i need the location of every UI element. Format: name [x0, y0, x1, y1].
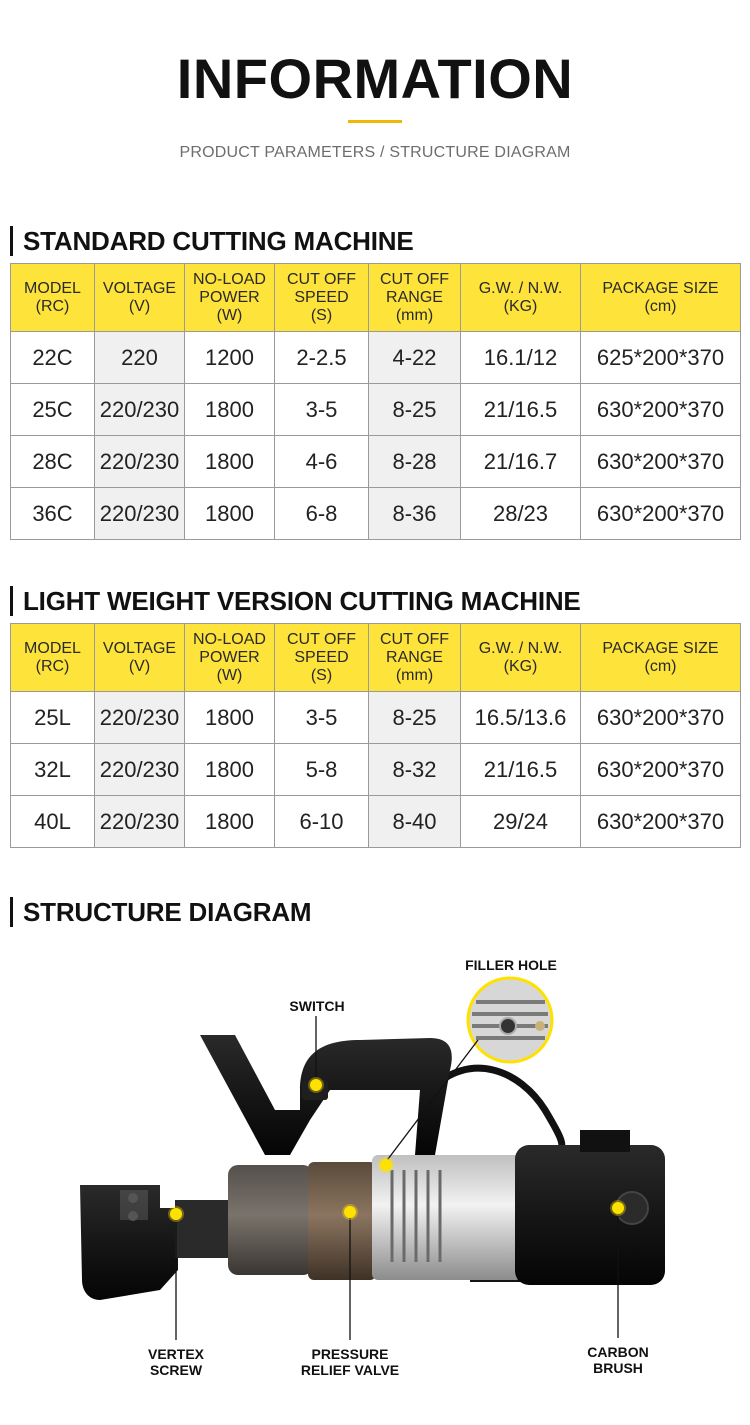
table-cell: 2-2.5 — [275, 332, 369, 384]
table-cell: 8-25 — [369, 692, 461, 744]
table-cell: 220/230 — [95, 384, 185, 436]
table-cell: 5-8 — [275, 744, 369, 796]
table-cell: 22C — [11, 332, 95, 384]
motor-housing — [372, 1155, 522, 1280]
table-header-row — [11, 624, 741, 692]
table-cell: 21/16.7 — [461, 436, 581, 488]
structure-diagram — [0, 940, 750, 1425]
table-cell: 1800 — [185, 744, 275, 796]
column-header — [275, 264, 369, 332]
pressure-ring — [308, 1162, 376, 1280]
table-header-row — [11, 264, 741, 332]
column-header-line: (cm) — [644, 657, 677, 675]
light-section-title: LIGHT WEIGHT VERSION CUTTING MACHINE — [10, 586, 581, 616]
table-cell: 8-40 — [369, 796, 461, 848]
standard-section-title: STANDARD CUTTING MACHINE — [10, 226, 413, 256]
pressure-relief-valve-label-line2: RELIEF VALVE — [300, 1362, 400, 1378]
page-header — [0, 0, 750, 190]
switch-label: SWITCH — [289, 998, 345, 1014]
table-cell: 25L — [11, 692, 95, 744]
filler-hole-marker — [380, 1159, 392, 1171]
pressure-relief-valve-label-line1: PRESSURE — [311, 1346, 389, 1362]
carbon-brush-label-line2: BRUSH — [593, 1360, 643, 1376]
table-cell: 220/230 — [95, 744, 185, 796]
table-cell: 3-5 — [275, 384, 369, 436]
column-header-line: NO-LOAD — [193, 270, 266, 288]
table-cell: 220/230 — [95, 488, 185, 540]
column-header — [369, 624, 461, 692]
column-header-line: (RC) — [35, 657, 70, 675]
column-header — [11, 624, 95, 692]
table-row — [11, 488, 741, 540]
table-cell: 625*200*370 — [581, 332, 741, 384]
table-cell: 36C — [11, 488, 95, 540]
table-cell: 21/16.5 — [461, 744, 581, 796]
light-spec-table — [10, 623, 741, 848]
column-header — [369, 264, 461, 332]
page-title: INFORMATION — [176, 47, 574, 110]
column-header-line: POWER — [199, 288, 260, 306]
table-cell: 220/230 — [95, 436, 185, 488]
table-cell: 1200 — [185, 332, 275, 384]
column-header-line: RANGE — [386, 288, 443, 306]
vertex-screw-marker — [170, 1208, 182, 1220]
column-header-line: (W) — [216, 306, 243, 324]
column-header-line: SPEED — [294, 288, 349, 306]
table-cell: 21/16.5 — [461, 384, 581, 436]
table-cell: 1800 — [185, 692, 275, 744]
column-header-line: (V) — [128, 297, 151, 315]
column-header — [581, 624, 741, 692]
column-header-line: (KG) — [503, 297, 538, 315]
table-cell: 1800 — [185, 384, 275, 436]
table-cell: 630*200*370 — [581, 692, 741, 744]
column-header-line: (mm) — [395, 306, 434, 324]
column-header-line: CUT OFF — [379, 270, 450, 288]
column-header-line: (mm) — [395, 666, 434, 684]
carbon-brush-label — [568, 1344, 668, 1376]
column-header-line: MODEL — [24, 639, 81, 657]
standard-spec-table — [10, 263, 741, 540]
column-header — [11, 264, 95, 332]
column-header-line: VOLTAGE — [102, 639, 177, 657]
table-cell: 3-5 — [275, 692, 369, 744]
table-cell: 630*200*370 — [581, 796, 741, 848]
column-header — [185, 624, 275, 692]
page-subtitle: PRODUCT PARAMETERS / STRUCTURE DIAGRAM — [179, 144, 571, 161]
table-cell: 4-22 — [369, 332, 461, 384]
table-cell: 220/230 — [95, 692, 185, 744]
column-header-line: VOLTAGE — [102, 279, 177, 297]
structure-section-title: STRUCTURE DIAGRAM — [10, 897, 311, 927]
column-header-line: RANGE — [386, 648, 443, 666]
carbon-brush-label-line1: CARBON — [587, 1344, 649, 1360]
table-cell: 40L — [11, 796, 95, 848]
table-cell: 8-32 — [369, 744, 461, 796]
column-header-line: (RC) — [35, 297, 70, 315]
table-cell: 6-10 — [275, 796, 369, 848]
column-header-line: CUT OFF — [286, 270, 357, 288]
vertex-screw-label-line2: SCREW — [149, 1362, 203, 1378]
column-header-line: (W) — [216, 666, 243, 684]
vertex-screw-label — [126, 1346, 226, 1378]
table-row — [11, 796, 741, 848]
column-header-line: CUT OFF — [379, 630, 450, 648]
column-header-line: NO-LOAD — [193, 630, 266, 648]
table-cell: 220/230 — [95, 796, 185, 848]
pressure-relief-valve-marker — [344, 1206, 356, 1218]
column-header — [95, 264, 185, 332]
column-header-line: (S) — [310, 666, 333, 684]
column-header-line: SPEED — [294, 648, 349, 666]
table-row — [11, 384, 741, 436]
pressure-relief-valve-label — [280, 1346, 420, 1378]
column-header-line: G.W. / N.W. — [478, 639, 563, 657]
table-cell: 1800 — [185, 796, 275, 848]
table-row — [11, 436, 741, 488]
power-cable — [430, 1068, 562, 1150]
table-cell: 630*200*370 — [581, 384, 741, 436]
table-cell: 28/23 — [461, 488, 581, 540]
table-cell: 32L — [11, 744, 95, 796]
filler-hole-label: FILLER HOLE — [465, 957, 557, 973]
table-cell: 630*200*370 — [581, 488, 741, 540]
vertex-screw-label-line1: VERTEX — [147, 1346, 204, 1362]
column-header — [275, 624, 369, 692]
table-cell: 29/24 — [461, 796, 581, 848]
table-row — [11, 332, 741, 384]
column-header-line: (KG) — [503, 657, 538, 675]
column-header — [95, 624, 185, 692]
column-header-line: (cm) — [644, 297, 677, 315]
table-cell: 630*200*370 — [581, 744, 741, 796]
column-header — [185, 264, 275, 332]
table-cell: 8-28 — [369, 436, 461, 488]
column-header-line: POWER — [199, 648, 260, 666]
title-underline — [348, 120, 402, 123]
table-cell: 1800 — [185, 488, 275, 540]
table-cell: 25C — [11, 384, 95, 436]
table-cell: 4-6 — [275, 436, 369, 488]
column-header-line: CUT OFF — [286, 630, 357, 648]
column-header-line: MODEL — [24, 279, 81, 297]
column-header-line: (S) — [310, 306, 333, 324]
table-cell: 6-8 — [275, 488, 369, 540]
table-cell: 16.1/12 — [461, 332, 581, 384]
blade-block — [175, 1200, 230, 1258]
table-cell: 1800 — [185, 436, 275, 488]
hydraulic-body — [228, 1165, 313, 1275]
column-header-line: PACKAGE SIZE — [602, 279, 719, 297]
column-header-line: G.W. / N.W. — [478, 279, 563, 297]
switch-marker — [310, 1079, 322, 1091]
column-header-line: PACKAGE SIZE — [602, 639, 719, 657]
table-row — [11, 692, 741, 744]
column-header — [461, 264, 581, 332]
column-header-line: (V) — [128, 657, 151, 675]
table-cell: 220 — [95, 332, 185, 384]
table-cell: 28C — [11, 436, 95, 488]
table-cell: 8-36 — [369, 488, 461, 540]
column-header — [581, 264, 741, 332]
table-cell: 16.5/13.6 — [461, 692, 581, 744]
column-header — [461, 624, 581, 692]
carbon-brush-marker — [612, 1202, 624, 1214]
table-row — [11, 744, 741, 796]
table-cell: 630*200*370 — [581, 436, 741, 488]
table-cell: 8-25 — [369, 384, 461, 436]
